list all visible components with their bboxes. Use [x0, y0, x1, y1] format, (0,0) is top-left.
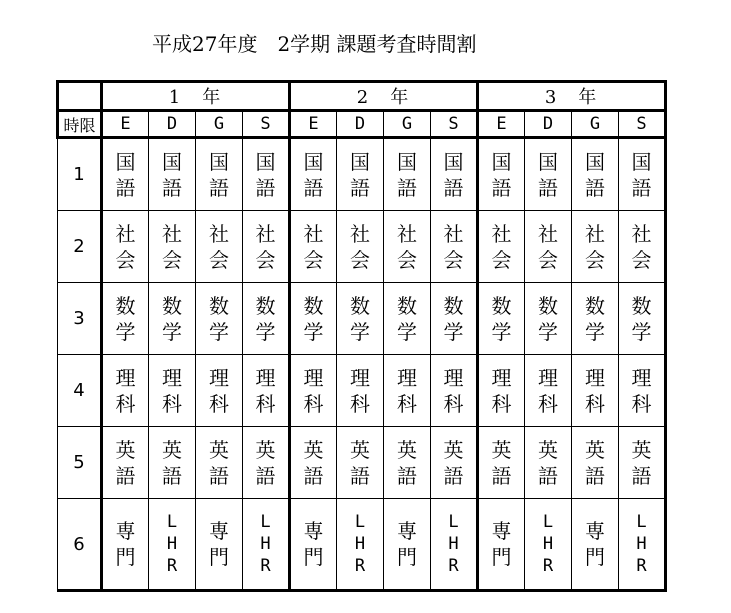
subject-cell: [337, 211, 384, 283]
subject-char: 学: [491, 319, 512, 344]
subject-char: 会: [162, 247, 182, 272]
subject-char: 語: [538, 175, 559, 200]
subject-char: 会: [631, 247, 652, 272]
subject-char: 理: [162, 365, 182, 390]
subject-cell: [243, 283, 290, 355]
subject-char: 語: [538, 463, 559, 488]
subject-char: 数: [585, 293, 606, 318]
subject-cell: [525, 283, 572, 355]
corner-cell: [58, 82, 102, 111]
subject-char: 会: [585, 247, 606, 272]
subject-cell: [478, 499, 525, 591]
subject-cell: [572, 138, 619, 211]
subject-char: R: [448, 556, 459, 576]
subject-cell: [572, 283, 619, 355]
subject-cell: [337, 499, 384, 591]
subject-char: 専: [585, 519, 606, 543]
subject-cell: [525, 355, 572, 427]
subject-char: 学: [303, 319, 324, 344]
subject-char: 科: [443, 391, 464, 416]
subject-char: 社: [162, 221, 182, 246]
subject-char: L: [636, 512, 647, 532]
subject-cell: [619, 499, 666, 591]
subject-cell: [525, 427, 572, 499]
class-header-row: [58, 111, 666, 138]
subject-cell: [525, 211, 572, 283]
subject-char: 語: [115, 463, 136, 488]
subject-char: R: [636, 556, 647, 576]
class-header-y1-g: G: [196, 111, 243, 138]
subject-cell: [196, 355, 243, 427]
subject-char: 語: [209, 463, 229, 488]
subject-cell: [525, 499, 572, 591]
subject-char: 理: [209, 365, 229, 390]
subject-char: 理: [397, 365, 418, 390]
subject-cell: [102, 355, 149, 427]
subject-char: 学: [209, 319, 229, 344]
subject-cell: [572, 427, 619, 499]
subject-char: 科: [162, 391, 182, 416]
subject-char: L: [354, 512, 366, 532]
subject-char: 科: [538, 391, 559, 416]
subject-char: 英: [585, 437, 606, 462]
subject-char: 社: [209, 221, 229, 246]
subject-cell: [478, 427, 525, 499]
subject-cell: [619, 138, 666, 211]
subject-char: 国: [255, 149, 276, 174]
subject-char: 社: [303, 221, 324, 246]
class-header-y2-g: G: [384, 111, 431, 138]
exam-timetable: [56, 80, 667, 592]
subject-char: 数: [397, 293, 418, 318]
subject-cell: [243, 211, 290, 283]
subject-char: 語: [209, 175, 229, 200]
subject-cell: [196, 283, 243, 355]
subject-char: 語: [631, 175, 652, 200]
class-header-y3-d: D: [525, 111, 572, 138]
subject-char: 理: [115, 365, 136, 390]
period-number: 5: [58, 427, 102, 499]
subject-char: 専: [397, 519, 418, 543]
subject-char: 門: [585, 545, 606, 569]
subject-char: 数: [350, 293, 371, 318]
subject-cell: [290, 283, 337, 355]
subject-char: 門: [491, 545, 512, 569]
class-header-y2-s: S: [431, 111, 478, 138]
period-number: 4: [58, 355, 102, 427]
subject-char: 理: [491, 365, 512, 390]
subject-char: 会: [115, 247, 136, 272]
class-header-y1-e: E: [102, 111, 149, 138]
period-row: [58, 427, 666, 499]
subject-cell: [478, 211, 525, 283]
subject-char: 社: [255, 221, 276, 246]
subject-cell: [290, 355, 337, 427]
subject-char: H: [354, 534, 366, 554]
subject-char: 数: [209, 293, 229, 318]
subject-char: 科: [209, 391, 229, 416]
subject-char: 専: [303, 519, 324, 543]
subject-char: 学: [350, 319, 371, 344]
class-header-y3-s: S: [619, 111, 666, 138]
subject-char: 英: [538, 437, 559, 462]
subject-cell: [384, 355, 431, 427]
subject-char: 科: [491, 391, 512, 416]
subject-cell: [572, 499, 619, 591]
subject-char: 社: [538, 221, 559, 246]
subject-char: 門: [303, 545, 324, 569]
subject-char: 語: [303, 463, 324, 488]
subject-char: 科: [303, 391, 324, 416]
subject-cell: [149, 138, 196, 211]
subject-cell: [243, 499, 290, 591]
subject-char: 科: [585, 391, 606, 416]
subject-cell: [619, 355, 666, 427]
subject-cell: [572, 211, 619, 283]
subject-char: 門: [209, 545, 229, 569]
subject-char: 学: [397, 319, 418, 344]
subject-char: 理: [255, 365, 276, 390]
subject-char: 社: [115, 221, 136, 246]
subject-cell: [196, 427, 243, 499]
period-row: [58, 283, 666, 355]
period-row: [58, 499, 666, 591]
subject-cell: [337, 283, 384, 355]
year-2-header: 2 年: [290, 82, 478, 111]
subject-char: 語: [443, 463, 464, 488]
subject-char: 門: [115, 545, 136, 569]
subject-char: 会: [350, 247, 371, 272]
subject-char: 国: [303, 149, 324, 174]
subject-char: 語: [350, 175, 371, 200]
subject-cell: [102, 499, 149, 591]
period-number: 3: [58, 283, 102, 355]
subject-char: 語: [255, 175, 276, 200]
subject-char: 英: [115, 437, 136, 462]
subject-cell: [149, 427, 196, 499]
class-header-y1-d: D: [149, 111, 196, 138]
subject-cell: [149, 499, 196, 591]
subject-char: 学: [255, 319, 276, 344]
subject-cell: [431, 355, 478, 427]
subject-cell: [102, 283, 149, 355]
subject-char: 学: [631, 319, 652, 344]
subject-cell: [619, 211, 666, 283]
subject-char: 会: [397, 247, 418, 272]
year-header-row: [58, 82, 666, 111]
subject-char: 語: [397, 463, 418, 488]
subject-char: 語: [585, 175, 606, 200]
subject-char: 専: [209, 519, 229, 543]
subject-char: 会: [255, 247, 276, 272]
subject-char: 数: [303, 293, 324, 318]
subject-char: 英: [350, 437, 371, 462]
period-row: [58, 138, 666, 211]
subject-cell: [102, 138, 149, 211]
subject-char: 数: [631, 293, 652, 318]
subject-char: 会: [491, 247, 512, 272]
page-title: 平成27年度 2学期 課題考査時間割: [152, 32, 477, 56]
subject-char: R: [542, 556, 554, 576]
subject-cell: [243, 427, 290, 499]
subject-char: 国: [538, 149, 559, 174]
subject-cell: [525, 138, 572, 211]
subject-char: 語: [443, 175, 464, 200]
subject-cell: [478, 283, 525, 355]
subject-cell: [384, 283, 431, 355]
subject-cell: [196, 138, 243, 211]
subject-char: 理: [585, 365, 606, 390]
period-number: 6: [58, 499, 102, 591]
subject-cell: [290, 211, 337, 283]
subject-char: R: [354, 556, 366, 576]
subject-cell: [431, 211, 478, 283]
subject-char: 数: [115, 293, 136, 318]
subject-char: 学: [443, 319, 464, 344]
subject-cell: [102, 427, 149, 499]
subject-char: L: [166, 512, 178, 532]
subject-char: 英: [303, 437, 324, 462]
subject-char: H: [448, 534, 459, 554]
subject-cell: [102, 211, 149, 283]
subject-char: 専: [491, 519, 512, 543]
subject-char: 英: [631, 437, 652, 462]
period-row: [58, 355, 666, 427]
subject-cell: [478, 355, 525, 427]
subject-cell: [149, 355, 196, 427]
subject-char: 国: [397, 149, 418, 174]
subject-char: R: [260, 556, 271, 576]
subject-cell: [196, 211, 243, 283]
subject-char: 学: [115, 319, 136, 344]
subject-cell: [384, 138, 431, 211]
subject-char: 理: [303, 365, 324, 390]
subject-cell: [196, 499, 243, 591]
subject-char: 理: [631, 365, 652, 390]
subject-cell: [337, 355, 384, 427]
subject-char: 数: [443, 293, 464, 318]
class-header-y2-e: E: [290, 111, 337, 138]
subject-char: 理: [443, 365, 464, 390]
period-row: [58, 211, 666, 283]
subject-char: 語: [162, 175, 182, 200]
subject-char: 語: [115, 175, 136, 200]
subject-char: 科: [255, 391, 276, 416]
subject-char: 会: [209, 247, 229, 272]
year-3-header: 3 年: [478, 82, 666, 111]
subject-char: 英: [209, 437, 229, 462]
subject-char: L: [542, 512, 554, 532]
subject-char: 国: [209, 149, 229, 174]
subject-char: 会: [538, 247, 559, 272]
subject-char: 数: [538, 293, 559, 318]
subject-cell: [431, 499, 478, 591]
subject-char: 社: [631, 221, 652, 246]
subject-char: 国: [491, 149, 512, 174]
subject-cell: [290, 499, 337, 591]
subject-char: 科: [115, 391, 136, 416]
subject-char: 社: [491, 221, 512, 246]
subject-char: H: [166, 534, 178, 554]
subject-char: 数: [491, 293, 512, 318]
subject-char: 語: [303, 175, 324, 200]
class-header-y1-s: S: [243, 111, 290, 138]
subject-cell: [149, 283, 196, 355]
subject-char: 数: [162, 293, 182, 318]
subject-char: 社: [585, 221, 606, 246]
subject-cell: [619, 427, 666, 499]
subject-char: 門: [397, 545, 418, 569]
subject-char: 語: [491, 175, 512, 200]
subject-cell: [478, 138, 525, 211]
subject-cell: [243, 355, 290, 427]
subject-cell: [337, 427, 384, 499]
subject-char: 学: [162, 319, 182, 344]
subject-char: 国: [631, 149, 652, 174]
subject-char: 英: [255, 437, 276, 462]
subject-char: 理: [538, 365, 559, 390]
subject-char: 社: [397, 221, 418, 246]
subject-cell: [384, 427, 431, 499]
subject-char: 国: [162, 149, 182, 174]
period-number: 1: [58, 138, 102, 211]
subject-char: 国: [585, 149, 606, 174]
subject-char: H: [636, 534, 647, 554]
subject-cell: [384, 499, 431, 591]
subject-cell: [384, 211, 431, 283]
subject-char: 語: [491, 463, 512, 488]
year-1-header: 1 年: [102, 82, 290, 111]
subject-cell: [619, 283, 666, 355]
subject-char: L: [260, 512, 271, 532]
subject-cell: [290, 138, 337, 211]
subject-char: 英: [162, 437, 182, 462]
subject-char: 語: [255, 463, 276, 488]
subject-char: H: [542, 534, 554, 554]
subject-char: 学: [585, 319, 606, 344]
subject-char: 学: [538, 319, 559, 344]
subject-char: 会: [303, 247, 324, 272]
subject-char: 社: [350, 221, 371, 246]
subject-char: 語: [631, 463, 652, 488]
subject-cell: [243, 138, 290, 211]
period-column-header: 時限: [58, 111, 102, 138]
subject-char: 国: [443, 149, 464, 174]
subject-char: 科: [631, 391, 652, 416]
subject-char: 語: [585, 463, 606, 488]
subject-char: 専: [115, 519, 136, 543]
subject-char: 英: [443, 437, 464, 462]
subject-char: 科: [350, 391, 371, 416]
subject-char: R: [166, 556, 178, 576]
class-header-y3-e: E: [478, 111, 525, 138]
subject-char: 英: [491, 437, 512, 462]
subject-cell: [431, 427, 478, 499]
subject-cell: [572, 355, 619, 427]
subject-char: 英: [397, 437, 418, 462]
class-header-y3-g: G: [572, 111, 619, 138]
subject-char: 理: [350, 365, 371, 390]
subject-char: 国: [350, 149, 371, 174]
subject-cell: [337, 138, 384, 211]
subject-cell: [431, 138, 478, 211]
subject-char: 科: [397, 391, 418, 416]
subject-char: 社: [443, 221, 464, 246]
subject-char: H: [260, 534, 271, 554]
subject-char: 語: [397, 175, 418, 200]
subject-cell: [431, 283, 478, 355]
period-number: 2: [58, 211, 102, 283]
class-header-y2-d: D: [337, 111, 384, 138]
subject-char: 会: [443, 247, 464, 272]
subject-cell: [290, 427, 337, 499]
subject-char: 語: [162, 463, 182, 488]
subject-char: 語: [350, 463, 371, 488]
subject-char: 数: [255, 293, 276, 318]
subject-char: L: [448, 512, 459, 532]
subject-cell: [149, 211, 196, 283]
subject-char: 国: [115, 149, 136, 174]
